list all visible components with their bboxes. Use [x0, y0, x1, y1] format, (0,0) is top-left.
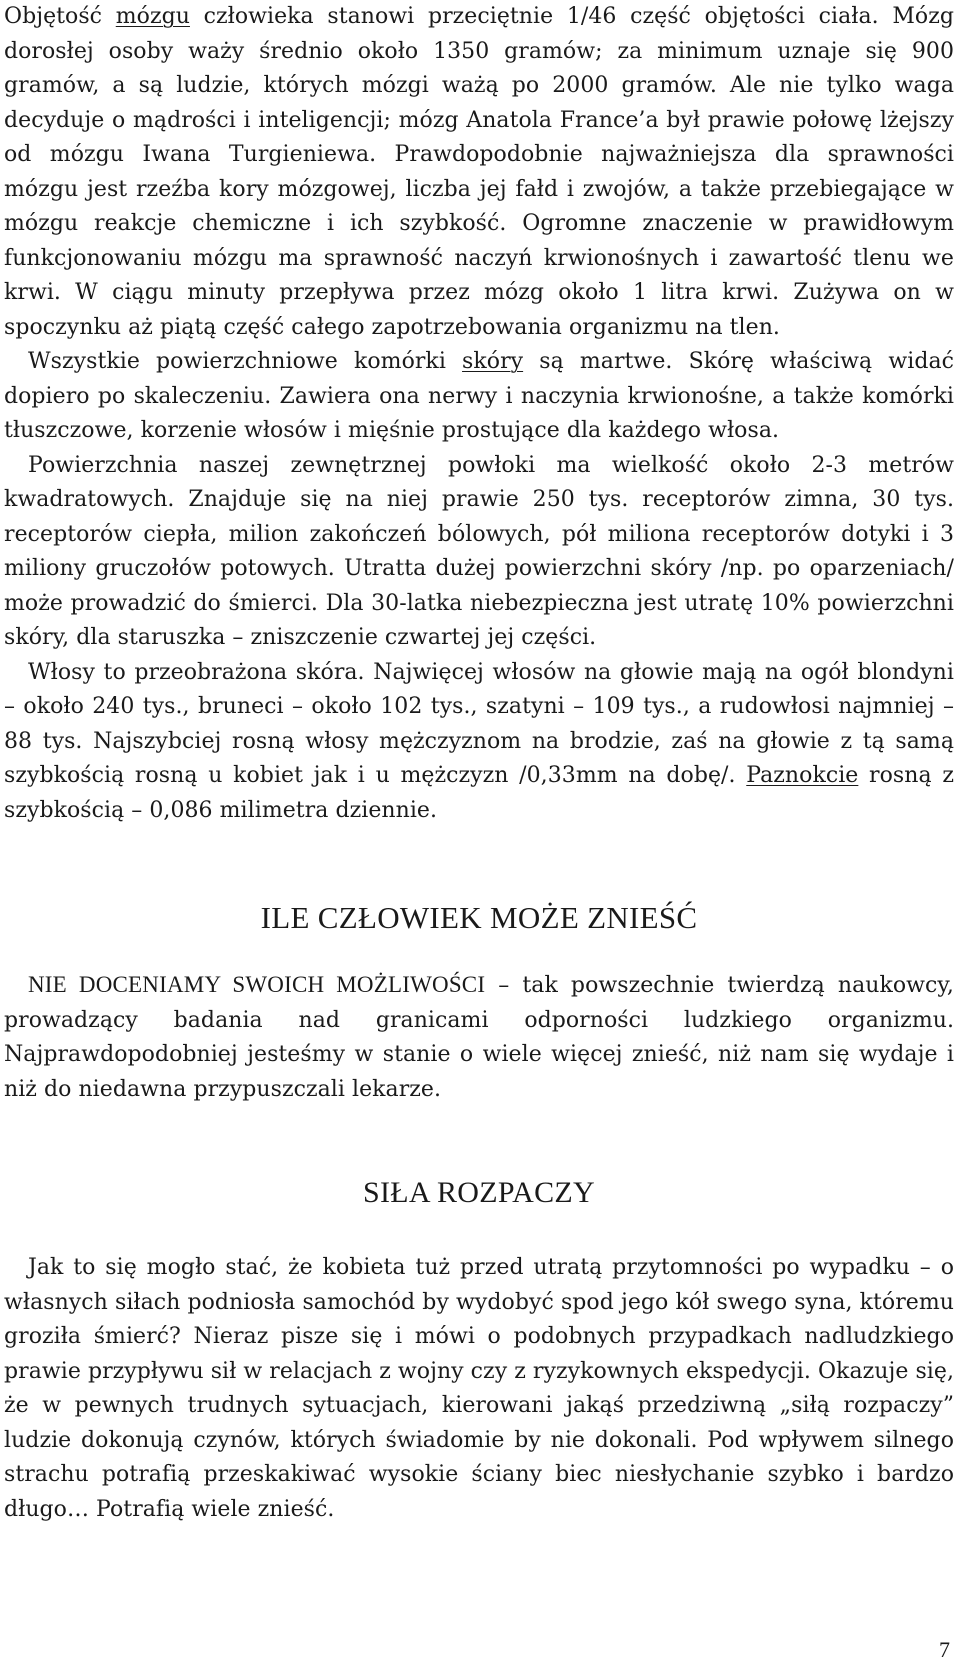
paragraph-ile — [4, 968, 954, 1107]
link-brain[interactable]: mózgu — [115, 4, 190, 29]
paragraph-skin-pre: Wszystkie powierzchniowe komórki — [28, 349, 463, 374]
paragraph-hair-pre: Włosy to przeobrażona skóra. Najwięcej włosów na głowie mają na ogół blondyni – około 240 tys., bruneci – około 102 tys., szatyni – 109 tys., a rudowłosi najmniej – 88 tys. Najszybciej rosną włosy mężczyznom na brodzie, zaś na głowie z tą samą szybkością rosną u kobiet jak i u mężczyzn /0,33mm na dobę/. — [4, 659, 954, 788]
paragraph-skin — [4, 345, 954, 449]
paragraph-brain-pre: Objętość — [4, 4, 116, 29]
paragraph-ile-text: – tak powszechnie twierdzą naukowcy, prowadzący badania nad granicami odporności ludzkiego organizmu. Najprawdopodobniej jesteśmy w stanie o wiele więcej znieść, niż nam się wydaje i niż do niedawna przypuszczali lekarze. — [4, 973, 954, 1102]
text-column — [4, 0, 954, 1527]
link-nails[interactable]: Paznokcie — [746, 763, 859, 788]
paragraph-skin-surface: Powierzchnia naszej zewnętrznej powłoki ma wielkość około 2-3 metrów kwadratowych. Znajduje się na niej prawie 250 tys. receptorów zimna, 30 tys. receptorów ciepła, milion zakończeń bólowych, pół miliona receptorów dotyki i 3 miliony gruczołów potowych. Utratta dużej powierzchni skóry /np. po oparzeniach/ może prowadzić do śmierci. Dla 30-latka niebezpieczna jest utratę 10% powierzchni skóry, dla staruszka – zniszczenie czwartej jej części. — [4, 452, 954, 650]
paragraph-brain-post: człowieka stanowi przeciętnie 1/46 część objętości ciała. Mózg dorosłej osoby waży średnio około 1350 gramów; za minimum uznaje się 900 gramów, a są ludzie, których mózgi ważą po 2000 gramów. Ale nie tylko waga decyduje o mądrości i inteligencji; mózg Anatola France’a był prawie połowę lżejszy od mózgu Iwana Turgieniewa. Prawdopodobnie najważniejsza dla sprawności mózgu jest rzeźba kory mózgowej, liczba jej fałd i zwojów, a także przebiegające w mózgu reakcje chemiczne i ich szybkość. Ogromne znaczenie w prawidłowym funkcjonowaniu mózgu ma sprawność naczyń krwionośnych i zawartość tlenu we krwi. W ciągu minuty przepływa przez mózg około 1 litra krwi. Zużywa on w spoczynku aż piątą część całego zapotrzebowania organizmu na tlen. — [4, 4, 954, 340]
section-heading-sila: SIŁA ROZPACZY — [362, 1176, 595, 1209]
paragraph-ile-lead: NIE DOCENIAMY SWOICH MOŻLIWOŚCI — [28, 972, 486, 997]
paragraph-brain — [4, 0, 954, 345]
section-heading-ile: ILE CZŁOWIEK MOŻE ZNIEŚĆ — [260, 900, 698, 935]
paragraph-skin-post: są martwe. Skórę właściwą widać dopiero po skaleczeniu. Zawiera ona nerwy i naczynia krwionośne, a także komórki tłuszczowe, korzenie włosów i mięśnie prostujące dla każdego włosa. — [4, 349, 954, 443]
paragraph-sila: Jak to się mogło stać, że kobieta tuż przed utratą przytomności po wypadku – o własnych siłach podniosła samochód by wydobyć spod jego kół swego syna, któremu groziła śmierć? Nieraz pisze się i mówi o podobnych przypadkach nadludzkiego prawie przypływu sił w relacjach z wojny czy z ryzykownych ekspedycji. Okazuje się, że w pewnych trudnych sytuacjach, kierowani jakąś przedziwną „siłą rozpaczy” ludzie dokonują czynów, których świadomie by nie dokonali. Pod wpływem silnego strachu potrafią przeskakiwać wysokie ściany biec niesłychanie szybko i bardzo długo… Potrafią wiele znieść. — [4, 1255, 954, 1522]
link-skin[interactable]: skóry — [462, 349, 524, 374]
page-number: 7 — [939, 1637, 950, 1662]
paragraph-hair — [4, 656, 954, 829]
paragraph-hair-post: rosną z szybkością – 0,086 milimetra dziennie. — [4, 763, 954, 823]
